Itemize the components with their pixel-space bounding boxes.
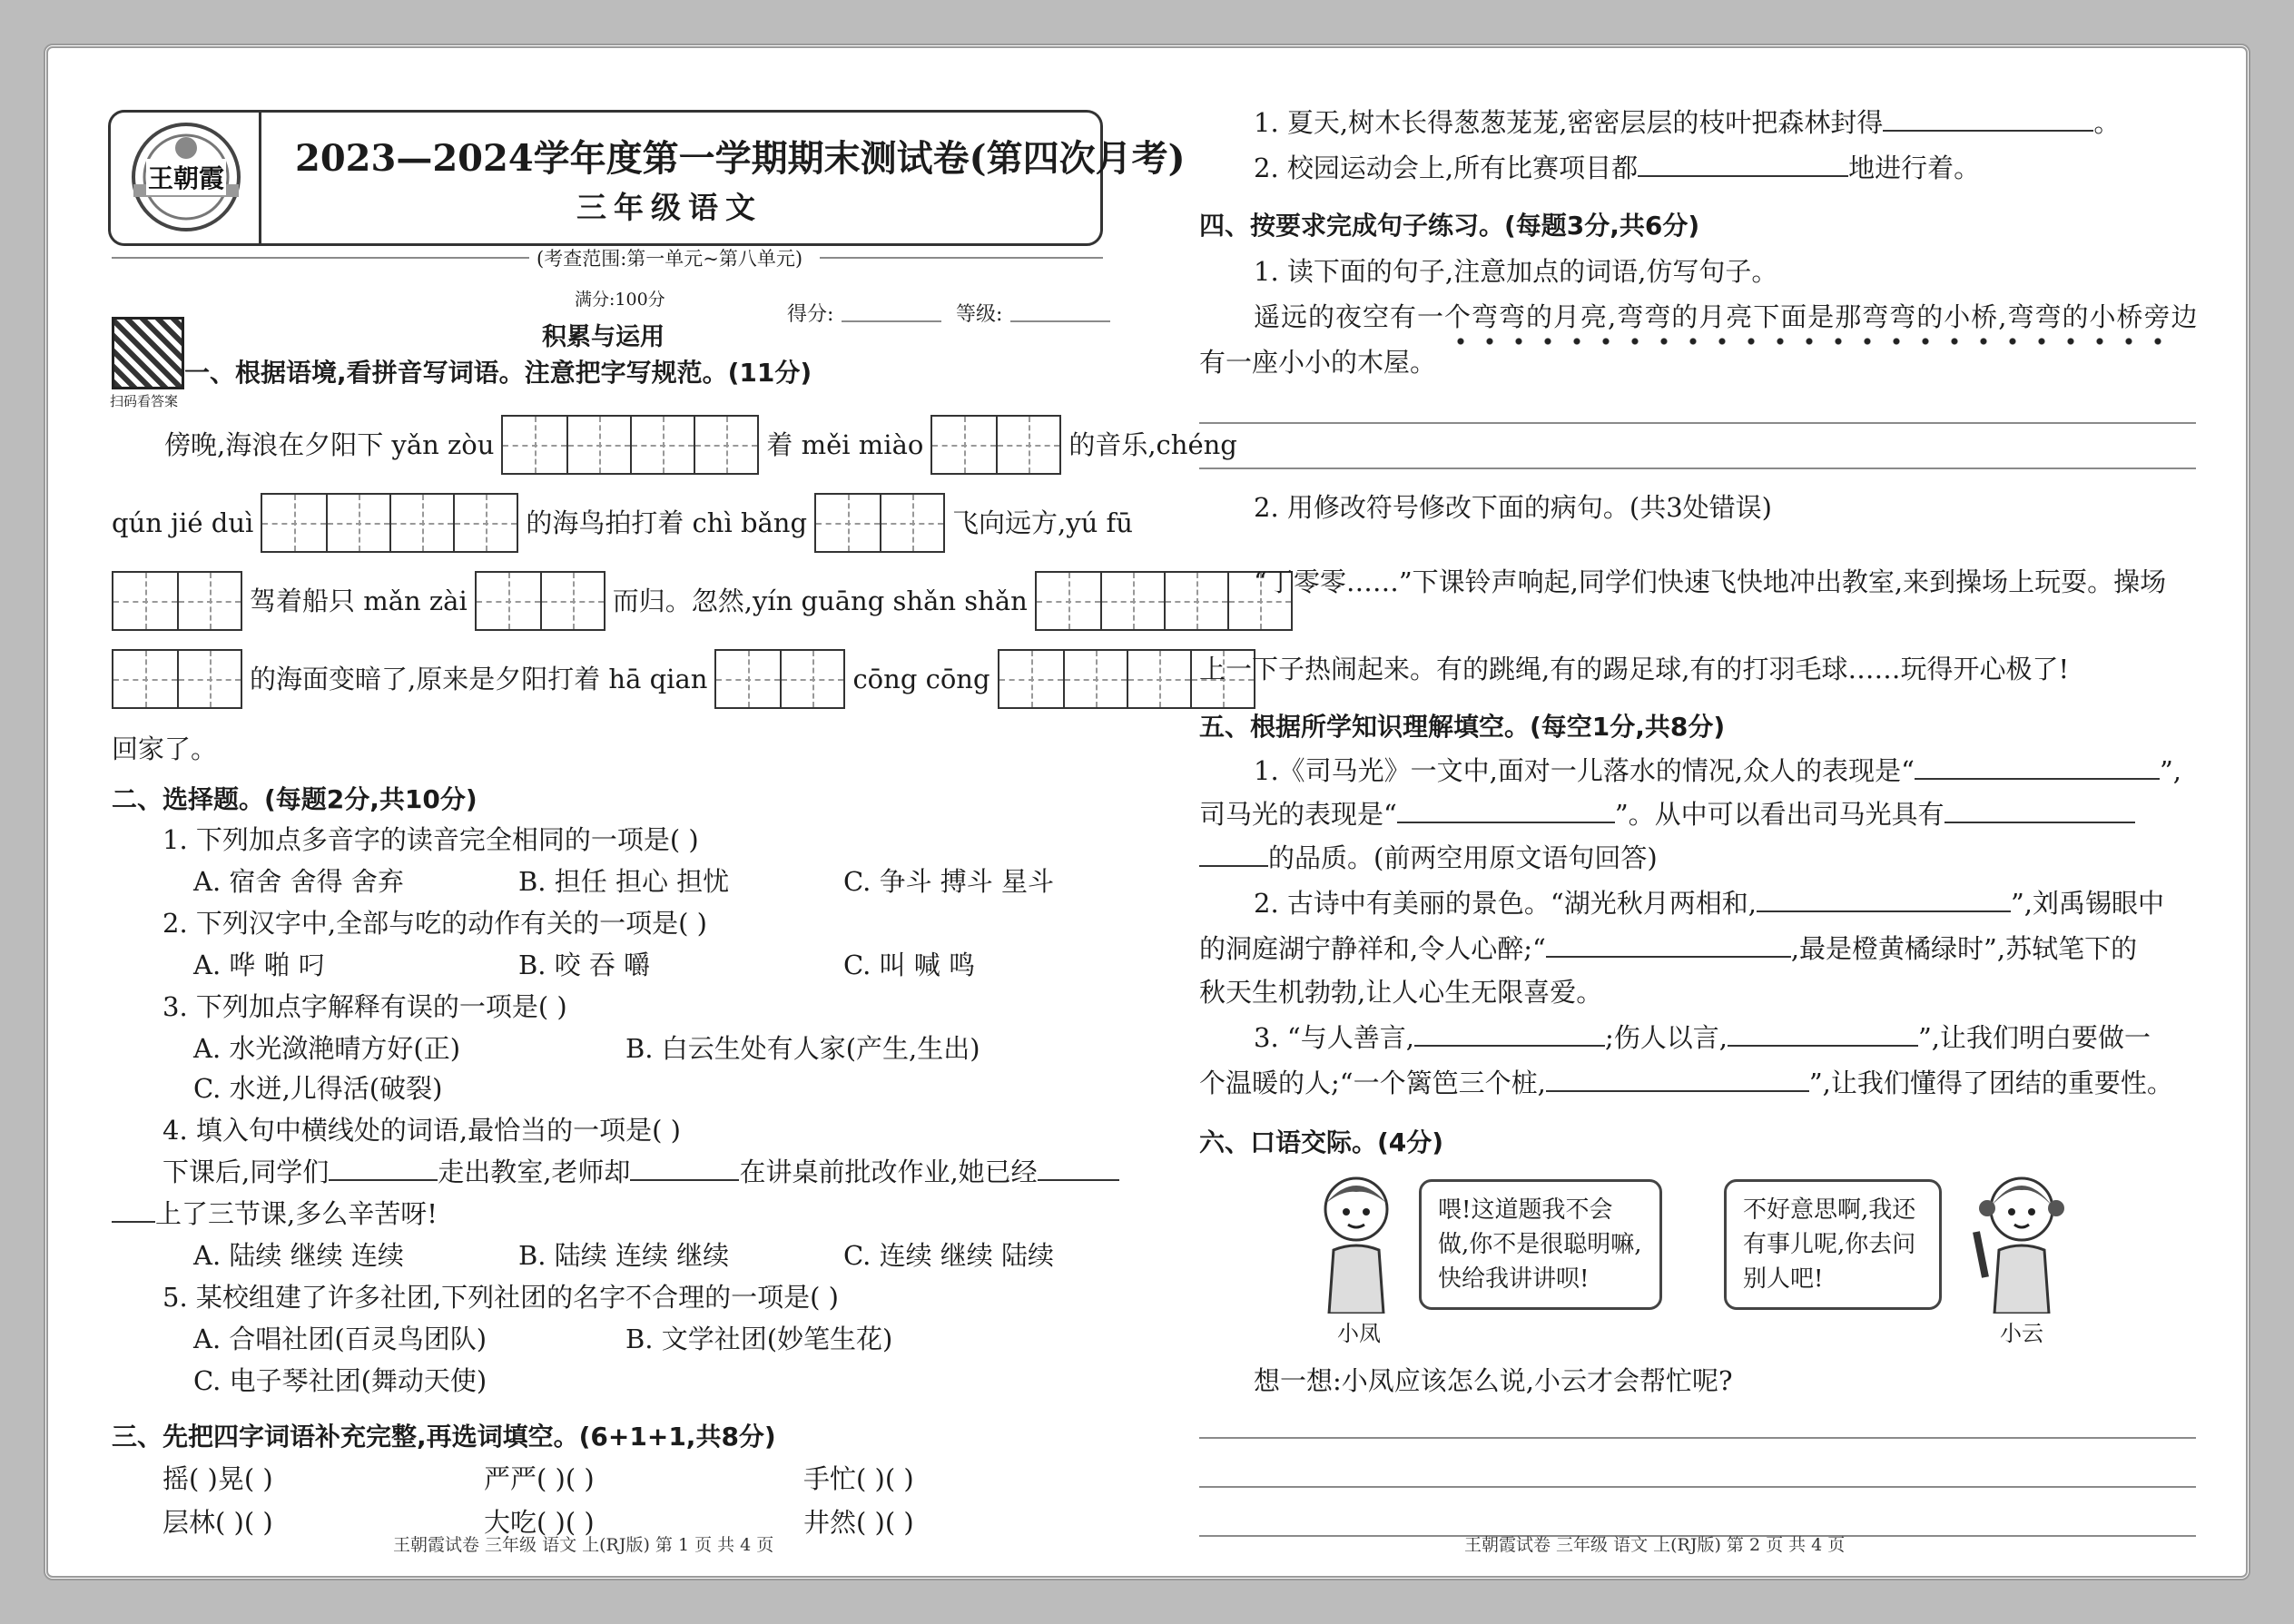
grade-field[interactable] [1010, 320, 1110, 322]
q1-text: 飞向远方,yú fū [952, 507, 1133, 538]
exam-title: 2023—2024学年度第一学期期末测试卷(第四次月考) [295, 137, 1186, 180]
q2-title: 二、选择题。(每题2分,共10分) [112, 784, 478, 814]
answer-blank[interactable] [1638, 150, 1848, 177]
answer-blank[interactable] [1728, 1019, 1918, 1047]
answer-blank[interactable] [1915, 753, 2160, 780]
footer-right: 王朝霞试卷 三年级 语文 上(RJ版) 第 2 页 共 4 页 [1464, 1535, 1846, 1555]
q5-text: 的洞庭湖宁静祥和,令人心醉;“ [1199, 933, 1546, 964]
scope-line-right [820, 257, 1103, 259]
q1-text: 的音乐,chéng [1068, 429, 1237, 460]
q6-prompt: 想一想:小凤应该怎么说,小云才会帮忙呢? [1254, 1365, 1733, 1396]
q1-line5: 回家了。 [112, 733, 218, 764]
writing-grid[interactable] [112, 649, 242, 709]
q2-s5: 5. 某校组建了许多社团,下列社团的名字不合理的一项是( ) [162, 1282, 839, 1313]
q2-s4-option-a[interactable]: A. 陆续 继续 连续 [193, 1240, 404, 1271]
q2-s4-option-c[interactable]: C. 连续 继续 陆续 [843, 1240, 1055, 1271]
q2-s4-text: 走出教室,老师却 [438, 1156, 631, 1187]
exam-scope: (考查范围:第一单元~第八单元) [537, 248, 803, 270]
girl-name: 小云 [2000, 1321, 2043, 1346]
q5-text: ”,让我们明白要做一 [1917, 1022, 2151, 1053]
header-divider [259, 110, 261, 246]
q2-s2-option-a[interactable]: A. 哗 啪 叼 [193, 950, 325, 980]
q5-text: 2. 古诗中有美丽的景色。“湖光秋月两相和, [1254, 888, 1757, 919]
q2-s3-option-b[interactable]: B. 白云生处有人家(产生,生出) [625, 1033, 980, 1064]
answer-line[interactable] [1199, 468, 2196, 469]
q2-s3-option-c[interactable]: C. 水迸,儿得活(破裂) [193, 1073, 443, 1104]
q5-text: 1.《司马光》一文中,面对一儿落水的情况,众人的表现是“ [1254, 755, 1915, 786]
q2-s2-option-b[interactable]: B. 咬 吞 嚼 [518, 950, 651, 980]
q4-s2-text-1: “丁零零……”下课铃声响起,同学们快速飞快地冲出教室,来到操场上玩耍。操场 [1254, 566, 2167, 597]
q1-text: 驾着船只 mǎn zài [250, 586, 468, 616]
q3-word-6[interactable]: 井然( )( ) [803, 1507, 914, 1538]
boy-figure [1306, 1168, 1406, 1314]
q1-text: 着 měi miào [766, 429, 924, 460]
answer-blank[interactable] [1546, 1065, 1809, 1092]
q4-s2: 2. 用修改符号修改下面的病句。(共3处错误) [1254, 492, 1772, 523]
answer-blank[interactable] [1199, 840, 1268, 867]
q2-s4-sentence [162, 1154, 1119, 1190]
q3-fill-text: 。 [2093, 107, 2121, 138]
q5-text: 个温暖的人;“一个篱笆三个桩, [1199, 1068, 1546, 1098]
q5-3-line-1 [1254, 1019, 2151, 1056]
writing-grid[interactable] [814, 493, 945, 553]
q1-title: 一、根据语境,看拼音写词语。注意把字写规范。(11分) [184, 358, 812, 388]
q5-2-line-1 [1254, 885, 2164, 921]
answer-blank[interactable] [1944, 796, 2135, 823]
scope-line-left [112, 257, 529, 259]
girl-icon [1967, 1168, 2076, 1314]
writing-grid[interactable] [112, 571, 242, 631]
writing-grid[interactable] [261, 493, 518, 553]
q2-s1-option-a[interactable]: A. 宿舍 舍得 舍弃 [193, 866, 404, 897]
q2-s5-option-c[interactable]: C. 电子琴社团(舞动天使) [193, 1365, 487, 1396]
q4-s1: 1. 读下面的句子,注意加点的词语,仿写句子。 [1254, 256, 1778, 287]
speech-bubble-1: 喂!这道题我不会做,你不是很聪明嘛,快给我讲讲呗! [1419, 1179, 1662, 1310]
q2-s1-option-b[interactable]: B. 担任 担心 担忧 [518, 866, 730, 897]
answer-blank[interactable] [112, 1196, 155, 1223]
exam-subject: 三年级语文 [576, 190, 763, 225]
score-label: 得分: [787, 303, 834, 326]
q1-text: 傍晚,海浪在夕阳下 yǎn zòu [164, 429, 495, 460]
q1-line2 [112, 493, 1133, 553]
q5-text: ;伤人以言, [1604, 1022, 1728, 1053]
q3-fill-text: 1. 夏天,树木长得葱葱茏茏,密密层层的枝叶把森林封得 [1254, 107, 1884, 138]
q1-line3 [112, 571, 1293, 631]
section-title-jilei: 积累与运用 [542, 323, 665, 351]
q1-line1 [164, 415, 1237, 475]
logo-text: 王朝霞 [146, 159, 226, 195]
q5-text: 司马光的表现是“ [1199, 799, 1397, 830]
answer-line[interactable] [1199, 1437, 2196, 1439]
q3-fill-text: 2. 校园运动会上,所有比赛项目都 [1254, 153, 1639, 183]
q2-s3-option-a[interactable]: A. 水光潋滟晴方好(正) [193, 1033, 461, 1064]
answer-blank[interactable] [1414, 1019, 1605, 1047]
qr-caption: 扫码看答案 [110, 393, 179, 409]
answer-blank[interactable] [1038, 1154, 1119, 1181]
q5-text: ”。从中可以看出司马光具有 [1614, 799, 1944, 830]
speech-bubble-2: 不好意思啊,我还有事儿呢,你去问别人吧! [1724, 1179, 1942, 1310]
q2-s4: 4. 填入句中横线处的词语,最恰当的一项是( ) [162, 1115, 681, 1146]
q3-word-4[interactable]: 层林( )( ) [162, 1507, 273, 1538]
q5-text: ”, [2159, 755, 2181, 786]
q1-text: cōng cōng [852, 664, 990, 694]
writing-grid[interactable] [930, 415, 1061, 475]
q2-s1: 1. 下列加点多音字的读音完全相同的一项是( ) [162, 824, 699, 855]
q2-s4-sentence-2 [112, 1196, 438, 1232]
q5-text: ”,让我们懂得了团结的重要性。 [1808, 1068, 2173, 1098]
answer-line[interactable] [1199, 1486, 2196, 1488]
answer-blank[interactable] [1397, 796, 1615, 823]
answer-blank[interactable] [1883, 104, 2093, 132]
writing-grid[interactable] [501, 415, 759, 475]
q5-text: 3. “与人善言, [1254, 1022, 1414, 1053]
q2-s1-option-c[interactable]: C. 争斗 搏斗 星斗 [843, 866, 1055, 897]
q3-fill-1 [1254, 104, 2120, 141]
q2-s4-text: 下课后,同学们 [162, 1156, 330, 1187]
boy-icon [1306, 1168, 1406, 1314]
q1-text: qún jié duì [112, 507, 254, 538]
q3-word-3[interactable]: 手忙( )( ) [803, 1463, 914, 1494]
score-field[interactable] [842, 320, 941, 322]
q5-3-line-2 [1199, 1065, 2173, 1101]
q4-title: 四、按要求完成句子练习。(每题3分,共6分) [1199, 211, 1700, 241]
q2-s2-option-c[interactable]: C. 叫 喊 鸣 [843, 950, 976, 980]
boy-name: 小凤 [1337, 1321, 1381, 1346]
q1-line4 [112, 649, 1255, 709]
q3-fill-2 [1254, 150, 1980, 186]
exam-sheet [44, 44, 2250, 1580]
q5-text: ”,刘禹锡眼中 [2010, 888, 2164, 919]
q5-2-line-2 [1199, 930, 2137, 967]
q4-s1-text-1: 遥远的夜空有一个弯弯的月亮,弯弯的月亮下面是那弯弯的小桥,弯弯的小桥旁边 [1254, 301, 2199, 332]
q5-text: 的品质。(前两空用原文语句回答) [1268, 842, 1658, 873]
answer-line[interactable] [1199, 422, 2196, 424]
emphasis-dots [1446, 337, 2172, 346]
q2-s4-option-b[interactable]: B. 陆续 连续 继续 [518, 1240, 730, 1271]
answer-blank[interactable] [630, 1154, 739, 1181]
q3-word-1[interactable]: 摇( )晃( ) [162, 1463, 273, 1494]
q5-1-line-3 [1199, 840, 1658, 876]
grade-label: 等级: [956, 303, 1003, 326]
q5-text: ,最是橙黄橘绿时”,苏轼笔下的 [1790, 933, 2138, 964]
footer-left: 王朝霞试卷 三年级 语文 上(RJ版) 第 1 页 共 4 页 [393, 1535, 774, 1555]
full-score: 满分:100分 [575, 290, 665, 310]
q1-text: 的海鸟拍打着 chì bǎng [526, 507, 808, 538]
writing-grid[interactable] [475, 571, 605, 631]
answer-blank[interactable] [1546, 930, 1791, 958]
q2-s3: 3. 下列加点字解释有误的一项是( ) [162, 991, 567, 1022]
q4-s2-text-2: 上一下子热闹起来。有的跳绳,有的踢足球,有的打羽毛球……玩得开心极了! [1199, 654, 2070, 684]
q5-1-line-2 [1199, 796, 2135, 832]
q2-s4-text: 在讲桌前批改作业,她已经 [739, 1156, 1038, 1187]
q5-title: 五、根据所学知识理解填空。(每空1分,共8分) [1199, 712, 1726, 742]
q2-s5-option-a[interactable]: A. 合唱社团(百灵鸟团队) [193, 1324, 487, 1354]
q3-title: 三、先把四字词语补充完整,再选词填空。(6+1+1,共8分) [112, 1422, 776, 1452]
answer-blank[interactable] [1757, 885, 2011, 912]
writing-grid[interactable] [714, 649, 845, 709]
q2-s4-text: 上了三节课,多么辛苦呀! [155, 1198, 438, 1229]
q2-s2: 2. 下列汉字中,全部与吃的动作有关的一项是( ) [162, 908, 707, 939]
q5-1-line-1 [1254, 753, 2181, 789]
q3-word-5[interactable]: 大吃( )( ) [484, 1507, 595, 1538]
q4-s1-text-2: 有一座小小的木屋。 [1199, 347, 1437, 378]
q3-word-2[interactable]: 严严( )( ) [484, 1463, 595, 1494]
q1-text: 而归。忽然,yín guāng shǎn shǎn [612, 586, 1028, 616]
q5-2-line-3: 秋天生机勃勃,让人心生无限喜爱。 [1199, 977, 1603, 1008]
answer-blank[interactable] [329, 1154, 438, 1181]
q2-s5-option-b[interactable]: B. 文学社团(妙笔生花) [625, 1324, 893, 1354]
girl-figure [1967, 1168, 2076, 1314]
q3-fill-text: 地进行着。 [1848, 153, 1981, 183]
q1-text: 的海面变暗了,原来是夕阳打着 hā qian [250, 664, 708, 694]
qr-code[interactable] [112, 317, 184, 389]
q6-title: 六、口语交际。(4分) [1199, 1127, 1444, 1157]
logo [130, 121, 242, 233]
